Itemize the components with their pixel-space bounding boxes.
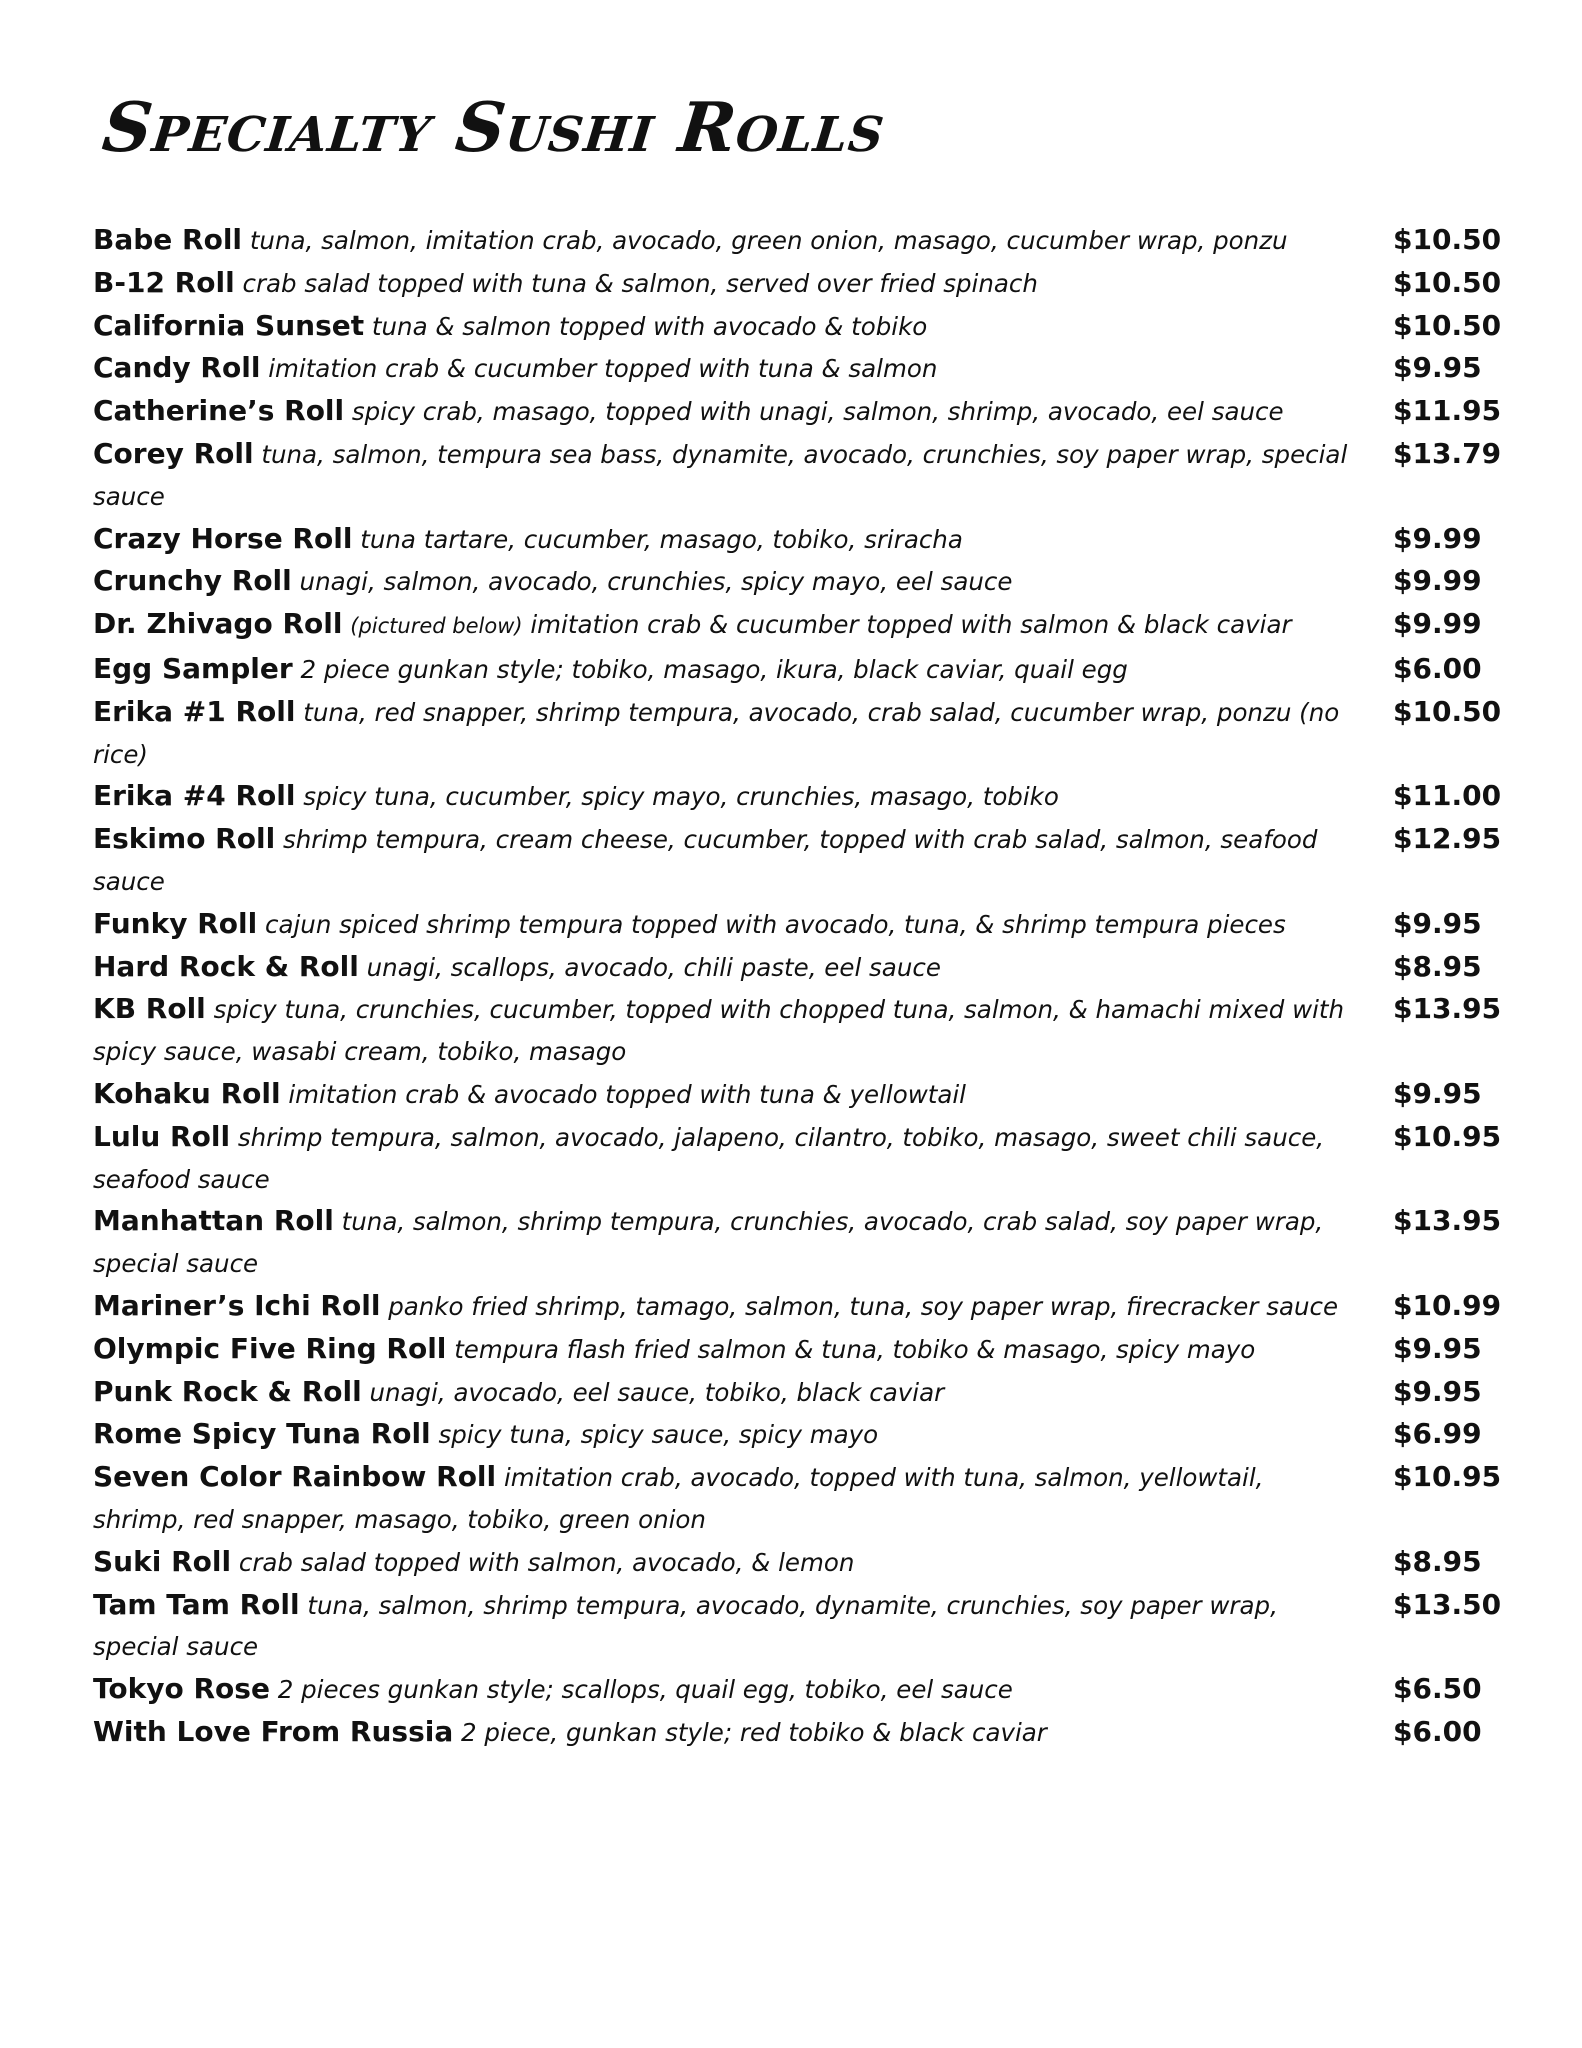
menu-item-text: [93, 1668, 1373, 1711]
menu-item: [93, 818, 1502, 903]
menu-item-name: Hard Rock & Roll: [93, 949, 359, 983]
menu-item: [93, 903, 1493, 946]
menu-item: [93, 262, 1502, 305]
menu-item-description: tuna, salmon, shrimp tempura, crunchies, avocado, crab salad, soy paper wrap, special sauce: [93, 1207, 1324, 1279]
menu-item: [93, 1073, 1493, 1116]
menu-item-text: [93, 1200, 1373, 1285]
menu-item-name: Manhattan Roll: [93, 1204, 334, 1238]
menu-item-price: $8.95: [1393, 949, 1482, 983]
menu-item-description: spicy tuna, spicy sauce, spicy mayo: [438, 1420, 879, 1450]
menu-item-price: $9.99: [1393, 521, 1482, 555]
menu-item-description: cajun spiced shrimp tempura topped with avocado, tuna, & shrimp tempura pieces: [265, 909, 1286, 939]
menu-item-description: imitation crab & cucumber topped with salmon & black caviar: [530, 610, 1292, 640]
menu-item-text: [93, 305, 1373, 348]
menu-item-price: $11.95: [1393, 394, 1502, 428]
menu-item-text: [93, 219, 1373, 262]
menu-item-text: [93, 903, 1373, 946]
menu-item-description: tuna, salmon, tempura sea bass, dynamite, avocado, crunchies, soy paper wrap, special sauce: [93, 439, 1348, 511]
menu-item-price: $13.95: [1393, 1204, 1502, 1238]
menu-item-name: Tam Tam Roll: [93, 1587, 300, 1621]
menu-item-description: tuna, red snapper, shrimp tempura, avocado, crab salad, cucumber wrap, ponzu (no rice): [93, 697, 1340, 769]
menu-item: [93, 988, 1502, 1073]
menu-item-text: [93, 946, 1373, 989]
menu-item-name: Dr. Zhivago Roll: [93, 607, 343, 641]
menu-item-text: [93, 1285, 1373, 1328]
menu-item-name: California Sunset: [93, 308, 365, 342]
menu-item-description: spicy crab, masago, topped with unagi, salmon, shrimp, avocado, eel sauce: [351, 397, 1284, 427]
menu-item: [93, 305, 1502, 348]
menu-item-text: [93, 1116, 1373, 1201]
menu-item: [93, 1584, 1502, 1669]
menu-item: [93, 648, 1493, 691]
menu-item-price: $9.95: [1393, 1331, 1482, 1365]
menu-item: [93, 433, 1502, 518]
menu-item-name: Seven Color Rainbow Roll: [93, 1460, 497, 1494]
menu-item-description: 2 piece, gunkan style; red tobiko & black caviar: [461, 1717, 1047, 1747]
menu-item-description: tempura flash fried salmon & tuna, tobiko & masago, spicy mayo: [454, 1334, 1256, 1364]
menu-item-name: Kohaku Roll: [93, 1076, 281, 1110]
menu-item-price: $6.99: [1393, 1417, 1482, 1451]
menu-item: [93, 1116, 1502, 1201]
menu-item: [93, 691, 1502, 776]
menu-item-price: $12.95: [1393, 822, 1502, 856]
menu-item-description: crab salad topped with tuna & salmon, served over fried spinach: [242, 268, 1038, 298]
menu-item: [93, 775, 1502, 818]
menu-item-name: B-12 Roll: [93, 265, 235, 299]
menu-item-name: With Love From Russia: [93, 1714, 454, 1748]
menu-item: [93, 946, 1493, 989]
menu-item-note: (pictured below): [350, 614, 523, 639]
menu-item-text: [93, 1073, 1373, 1116]
menu-item-name: Tokyo Rose: [93, 1672, 270, 1706]
menu-item-text: [93, 1456, 1373, 1541]
menu-item-description: 2 pieces gunkan style; scallops, quail egg, tobiko, eel sauce: [277, 1675, 1013, 1705]
menu-item-name: Babe Roll: [93, 223, 243, 256]
menu-item: [93, 603, 1493, 648]
menu-item-description: shrimp tempura, cream cheese, cucumber, topped with crab salad, salmon, seafood sauce: [93, 825, 1318, 896]
menu-item-price: $8.95: [1393, 1544, 1482, 1578]
menu-item-price: $9.95: [1393, 1076, 1482, 1110]
menu-item-name: Crunchy Roll: [93, 564, 292, 598]
menu-item-description: crab salad topped with salmon, avocado, & lemon: [238, 1547, 855, 1577]
menu-item-text: [93, 691, 1373, 776]
menu-item-price: $13.95: [1393, 992, 1502, 1026]
menu-item-text: [93, 262, 1373, 305]
menu-item-description: tuna, salmon, imitation crab, avocado, green onion, masago, cucumber wrap, ponzu: [249, 226, 1288, 255]
menu-item-text: [93, 988, 1373, 1073]
menu-item-description: panko fried shrimp, tamago, salmon, tuna, soy paper wrap, firecracker sauce: [388, 1291, 1339, 1321]
menu-item-price: $10.50: [1393, 223, 1502, 256]
menu-item-name: Crazy Horse Roll: [93, 521, 353, 555]
menu-item: [93, 1711, 1493, 1754]
menu-item-text: [93, 347, 1373, 390]
menu-item-name: Eskimo Roll: [93, 822, 276, 856]
menu-item-price: $13.50: [1393, 1587, 1502, 1621]
menu-item: [93, 1328, 1493, 1371]
menu-item-description: tuna & salmon topped with avocado & tobiko: [371, 311, 928, 341]
menu-item-price: $9.95: [1393, 1374, 1482, 1408]
menu-item-price: $11.00: [1393, 779, 1502, 813]
menu-item-name: Funky Roll: [93, 906, 258, 940]
menu-item-description: spicy tuna, cucumber, spicy mayo, crunchies, masago, tobiko: [303, 782, 1059, 812]
menu-item-price: $9.99: [1393, 607, 1482, 641]
menu-item: [93, 1371, 1493, 1414]
menu-item-text: [93, 390, 1373, 433]
menu-item-description: unagi, scallops, avocado, chili paste, eel sauce: [366, 952, 941, 982]
menu-item-description: unagi, salmon, avocado, crunchies, spicy mayo, eel sauce: [299, 567, 1013, 597]
menu-item-price: $9.99: [1393, 564, 1482, 598]
menu-item-name: Punk Rock & Roll: [93, 1374, 362, 1408]
menu-item-name: Suki Roll: [93, 1544, 232, 1578]
menu-item-price: $10.95: [1393, 1119, 1502, 1153]
menu-item-description: unagi, avocado, eel sauce, tobiko, black caviar: [369, 1377, 945, 1407]
menu-item-text: [93, 818, 1373, 903]
menu-item: [93, 1200, 1502, 1285]
menu-item: [93, 1668, 1493, 1711]
menu-item-price: $6.00: [1393, 651, 1482, 685]
menu-item-description: tuna, salmon, shrimp tempura, avocado, dynamite, crunchies, soy paper wrap, special sauce: [93, 1590, 1278, 1662]
menu-item-description: spicy tuna, crunchies, cucumber, topped with chopped tuna, salmon, & hamachi mixed with spicy sauce, wasabi cream, tobiko, masago: [93, 995, 1345, 1067]
menu-item-description: imitation crab & avocado topped with tuna & yellowtail: [288, 1079, 966, 1109]
menu-item-text: [93, 775, 1373, 818]
menu-item-name: Erika #4 Roll: [93, 779, 296, 813]
menu-item: [93, 518, 1493, 561]
menu-item-name: Mariner’s Ichi Roll: [93, 1288, 381, 1322]
menu-item-price: $9.95: [1393, 906, 1482, 940]
menu-item-price: $10.50: [1393, 308, 1502, 342]
menu-item-price: $10.50: [1393, 694, 1502, 728]
menu-item-text: [93, 433, 1373, 518]
menu-item: [93, 347, 1493, 390]
menu-item: [93, 390, 1502, 433]
menu-item-price: $6.50: [1393, 1672, 1482, 1706]
menu-item-text: [93, 518, 1373, 561]
menu-item-price: $6.00: [1393, 1714, 1482, 1748]
menu-item-price: $10.95: [1393, 1460, 1502, 1494]
menu-item-description: tuna tartare, cucumber, masago, tobiko, sriracha: [360, 524, 963, 554]
menu-item-text: [93, 648, 1373, 691]
menu-item-price: $9.95: [1393, 351, 1482, 385]
menu-item-text: [93, 1711, 1373, 1754]
menu-list: [93, 219, 1502, 1754]
menu-item: [93, 1456, 1502, 1541]
menu-item-description: 2 piece gunkan style; tobiko, masago, ikura, black caviar, quail egg: [300, 654, 1128, 684]
menu-item-price: $10.50: [1393, 265, 1502, 299]
menu-item-description: shrimp tempura, salmon, avocado, jalapeno, cilantro, tobiko, masago, sweet chili sauce, seafood sauce: [93, 1122, 1325, 1194]
menu-item-name: Candy Roll: [93, 351, 261, 385]
menu-item-description: imitation crab & cucumber topped with tuna & salmon: [268, 354, 938, 384]
menu-item-name: Lulu Roll: [93, 1119, 231, 1153]
menu-item: [93, 1285, 1502, 1328]
menu-item-name: Olympic Five Ring Roll: [93, 1331, 447, 1365]
menu-item-name: Catherine’s Roll: [93, 394, 345, 428]
menu-item: [93, 1541, 1493, 1584]
menu-item-name: Erika #1 Roll: [93, 694, 296, 728]
menu-item-name: KB Roll: [93, 992, 206, 1026]
menu-item: [93, 219, 1502, 262]
menu-item-description: imitation crab, avocado, topped with tuna, salmon, yellowtail, shrimp, red snapper, masago, tobiko, green onion: [93, 1463, 1264, 1534]
menu-item: [93, 1413, 1493, 1456]
menu-item-text: [93, 560, 1373, 603]
menu-item-name: Corey Roll: [93, 436, 254, 470]
menu-item-text: [93, 1584, 1373, 1669]
menu-item-price: $13.79: [1393, 436, 1502, 470]
menu-item-name: Egg Sampler: [93, 651, 293, 685]
menu-item-text: [93, 603, 1373, 648]
page-title: Specialty Sushi Rolls: [98, 88, 890, 168]
menu-item-text: [93, 1413, 1373, 1456]
menu-item-price: $10.99: [1393, 1288, 1502, 1322]
menu-item-text: [93, 1371, 1373, 1414]
menu-item-name: Rome Spicy Tuna Roll: [93, 1417, 431, 1451]
menu-item-text: [93, 1541, 1373, 1584]
menu-item: [93, 560, 1493, 603]
menu-item-text: [93, 1328, 1373, 1371]
